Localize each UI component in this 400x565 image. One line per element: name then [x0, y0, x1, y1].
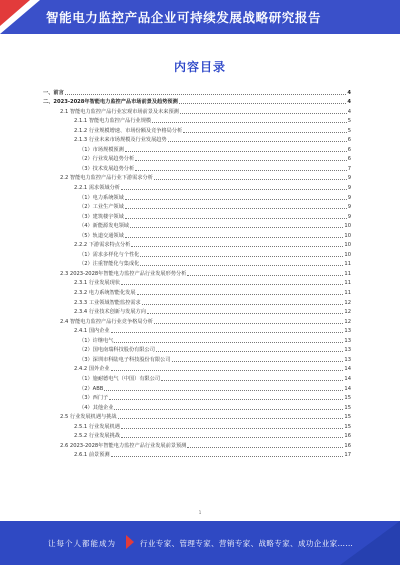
toc-entry-label: （1）电力系统领域	[79, 194, 124, 201]
toc-entry-label: （3）技术发展趋势分析	[79, 165, 135, 172]
toc-entry-page: 16	[344, 433, 351, 440]
header-red-triangle	[0, 0, 30, 26]
toc-dot-leader	[147, 313, 343, 314]
toc-entry-page: 6	[347, 137, 351, 144]
toc-entry-page: 15	[344, 404, 351, 411]
toc-entry-label: （2）行业发展趋势分析	[79, 156, 135, 163]
toc-entry-label: （3）西门子	[79, 395, 109, 402]
toc-dot-leader	[187, 275, 343, 276]
toc-entry-label: 2.2.2 下游需求特点分析	[74, 242, 131, 249]
toc-dot-leader	[121, 437, 343, 438]
toc-entry-label: 2.6 2023-2028年智能电力监控产品行业发展前景预测	[60, 442, 187, 449]
toc-dot-leader	[114, 409, 343, 410]
toc-entry-label: 一、前言	[43, 89, 64, 96]
toc-entry-page: 6	[347, 146, 351, 153]
toc-entry-label: 2.3.1 行业发展现状	[74, 280, 120, 287]
toc-dot-leader	[118, 418, 344, 419]
toc-entry-label: 2.2.1 需求领域分析	[74, 185, 120, 192]
toc-dot-leader	[140, 256, 343, 257]
footer-banner	[0, 521, 400, 565]
toc-entry-page: 13	[344, 347, 351, 354]
toc-entry-label: （3）建筑楼宇领域	[79, 213, 124, 220]
toc-entry[interactable]	[43, 210, 351, 220]
toc-entry[interactable]	[43, 258, 351, 268]
toc-entry[interactable]	[43, 353, 351, 363]
toc-dot-leader	[135, 160, 347, 161]
toc-entry-label: 2.1.3 行业未来市场规模及行业发展趋势	[74, 137, 167, 144]
toc-entry[interactable]	[43, 372, 351, 382]
toc-dot-leader	[172, 361, 344, 362]
toc-entry[interactable]	[43, 430, 351, 440]
toc-entry-page: 16	[344, 442, 351, 449]
report-header	[0, 0, 400, 34]
toc-entry[interactable]	[43, 191, 351, 201]
toc-entry-page: 10	[344, 232, 351, 239]
toc-entry-page: 11	[344, 290, 351, 297]
toc-dot-leader	[125, 208, 347, 209]
toc-entry-page: 6	[347, 156, 351, 163]
toc-entry[interactable]	[43, 96, 351, 106]
toc-dot-leader	[114, 342, 343, 343]
toc-dot-leader	[137, 294, 344, 295]
toc-entry-label: （2）注重智能化与集成化	[79, 261, 140, 268]
toc-dot-leader	[161, 380, 343, 381]
toc-entry-page: 9	[347, 185, 351, 192]
toc-dot-leader	[142, 304, 344, 305]
toc-entry-label: （1）施耐德电气（中国）有限公司	[79, 375, 161, 382]
toc-entry[interactable]	[43, 306, 351, 316]
toc-dot-leader	[156, 351, 343, 352]
toc-entry[interactable]	[43, 401, 351, 411]
toc-entry[interactable]	[43, 201, 351, 211]
toc-entry[interactable]	[43, 220, 351, 230]
toc-entry-label: （1）需求多样化与个性化	[79, 251, 140, 258]
toc-entry-label: 2.1 智能电力监控产品行业宏观市场前景及未来预测	[60, 108, 179, 115]
toc-entry-label: 2.4 智能电力监控产品行业竞争格局分析	[60, 318, 153, 325]
toc-entry-label: （5）轨道交通领域	[79, 232, 124, 239]
toc-entry[interactable]	[43, 162, 351, 172]
toc-entry-page: 14	[344, 366, 351, 373]
toc-dot-leader	[131, 246, 343, 247]
toc-entry-label: （4）新能源发电领域	[79, 223, 129, 230]
toc-entry-label: 2.4.1 国内企业	[74, 328, 110, 335]
report-title: 智能电力监控产品企业可持续发展战略研究报告	[46, 10, 322, 25]
toc-dot-leader	[125, 218, 347, 219]
toc-entry[interactable]	[43, 325, 351, 335]
toc-entry-label: 2.5.1 行业发展机遇	[74, 423, 120, 430]
toc-entry-page: 13	[344, 328, 351, 335]
toc-dot-leader	[154, 179, 347, 180]
toc-dot-leader	[104, 390, 343, 391]
toc-dot-leader	[111, 456, 344, 457]
toc-entry[interactable]	[43, 229, 351, 239]
toc-entry-label: 2.5 行业发展机遇与挑战	[60, 414, 117, 421]
toc-entry-page: 15	[344, 414, 351, 421]
toc-entry-page: 13	[344, 337, 351, 344]
toc-entry-page: 12	[344, 299, 351, 306]
toc-entry[interactable]	[43, 248, 351, 258]
toc-dot-leader	[121, 428, 343, 429]
toc-entry-page: 12	[344, 318, 351, 325]
toc-entry-page: 10	[344, 223, 351, 230]
toc-entry-label: 2.5.2 行业发展挑战	[74, 433, 120, 440]
toc-entry-page: 7	[347, 165, 351, 172]
toc-entry-label: 2.2 智能电力监控产品行业下游需求分析	[60, 175, 153, 182]
toc-heading: 内容目录	[173, 60, 226, 74]
toc-entry-label: （2）ABB	[79, 385, 104, 392]
toc-entry-label: 2.4.2 国外企业	[74, 366, 110, 373]
toc-entry-page: 5	[347, 127, 351, 134]
table-of-contents	[43, 86, 351, 458]
toc-entry-label: 2.1.1 智能电力监控产品行业规模	[74, 118, 152, 125]
toc-entry-label: （3）深圳市科陆电子科技股份有限公司	[79, 356, 171, 363]
toc-entry[interactable]	[43, 449, 351, 459]
toc-entry-page: 11	[344, 261, 351, 268]
toc-dot-leader	[121, 189, 347, 190]
toc-dot-leader	[187, 447, 343, 448]
toc-entry[interactable]	[43, 296, 351, 306]
toc-entry[interactable]	[43, 172, 351, 182]
toc-entry-page: 10	[344, 242, 351, 249]
toc-dot-leader	[180, 113, 347, 114]
toc-entry-page: 4	[347, 89, 351, 96]
toc-entry[interactable]	[43, 181, 351, 191]
toc-dot-leader	[121, 284, 343, 285]
toc-entry[interactable]	[43, 392, 351, 402]
toc-entry-label: （2）国电南瑞科技股份有限公司	[79, 347, 155, 354]
toc-entry-page: 17	[344, 452, 351, 459]
toc-entry[interactable]	[43, 411, 351, 421]
toc-entry-label: 2.1.2 行业规模增速、市场份额及竞争格局分析	[74, 127, 183, 134]
toc-entry-page: 9	[347, 194, 351, 201]
toc-entry-label: （1）许继电气	[79, 337, 114, 344]
toc-entry[interactable]	[43, 315, 351, 325]
toc-entry-label: 2.6.1 前景预测	[74, 452, 110, 459]
toc-dot-leader	[140, 265, 343, 266]
toc-entry[interactable]	[43, 105, 351, 115]
arrow-right-icon	[126, 535, 134, 549]
toc-entry-page: 9	[347, 204, 351, 211]
toc-dot-leader	[125, 199, 347, 200]
toc-dot-leader	[109, 399, 343, 400]
toc-entry-label: （2）工业生产领域	[79, 204, 124, 211]
toc-entry[interactable]	[43, 134, 351, 144]
toc-dot-leader	[125, 151, 347, 152]
toc-entry-page: 12	[344, 309, 351, 316]
toc-entry-label: 2.3.4 行业技术创新与发展方向	[74, 309, 146, 316]
toc-entry-page: 9	[347, 175, 351, 182]
toc-entry-page: 15	[344, 395, 351, 402]
toc-entry-page: 14	[344, 385, 351, 392]
toc-entry-page: 11	[344, 270, 351, 277]
toc-dot-leader	[168, 141, 347, 142]
toc-entry[interactable]	[43, 153, 351, 163]
toc-entry[interactable]	[43, 420, 351, 430]
footer-slogan-left: 让每个人都能成为	[48, 539, 116, 548]
toc-entry[interactable]	[43, 363, 351, 373]
toc-dot-leader	[135, 170, 347, 171]
toc-entry-label: 2.3 2023-2028年智能电力监控产品行业发展形势分析	[60, 270, 187, 277]
toc-entry[interactable]	[43, 239, 351, 249]
toc-dot-leader	[111, 370, 344, 371]
toc-entry[interactable]	[43, 286, 351, 296]
footer-slogan-right: 行业专家、管理专家、营销专家、战略专家、成功企业家……	[140, 539, 354, 548]
toc-entry[interactable]	[43, 334, 351, 344]
toc-entry-label: 2.3.3 工业领域智能监控需求	[74, 299, 141, 306]
toc-dot-leader	[179, 103, 347, 104]
toc-dot-leader	[183, 132, 346, 133]
toc-entry-page: 13	[344, 356, 351, 363]
toc-dot-leader	[152, 122, 347, 123]
toc-entry-page: 4	[347, 108, 351, 115]
toc-entry-page: 11	[344, 280, 351, 287]
toc-entry[interactable]	[43, 382, 351, 392]
toc-entry-page: 14	[344, 375, 351, 382]
toc-dot-leader	[130, 227, 343, 228]
toc-entry[interactable]	[43, 277, 351, 287]
toc-dot-leader	[125, 237, 344, 238]
toc-entry-label: 2.3.2 电力系统智能化发展	[74, 290, 136, 297]
toc-entry-page: 15	[344, 423, 351, 430]
toc-entry[interactable]	[43, 115, 351, 125]
toc-entry-label: 二、2023-2028年智能电力监控产品市场前景及趋势预测	[43, 99, 178, 106]
toc-entry-page: 10	[344, 251, 351, 258]
toc-entry[interactable]	[43, 344, 351, 354]
toc-entry[interactable]	[43, 267, 351, 277]
toc-dot-leader	[111, 332, 344, 333]
toc-entry-label: （1）市场规模预测	[79, 146, 124, 153]
toc-entry[interactable]	[43, 124, 351, 134]
toc-dot-leader	[154, 323, 343, 324]
toc-entry-label: （4）其他企业	[79, 404, 114, 411]
toc-entry-page: 9	[347, 213, 351, 220]
toc-entry-page: 5	[347, 118, 351, 125]
toc-dot-leader	[65, 94, 347, 95]
toc-entry-page: 4	[347, 99, 351, 106]
toc-entry[interactable]	[43, 86, 351, 96]
page-number: 1	[198, 510, 202, 515]
toc-entry[interactable]	[43, 143, 351, 153]
toc-entry[interactable]	[43, 439, 351, 449]
